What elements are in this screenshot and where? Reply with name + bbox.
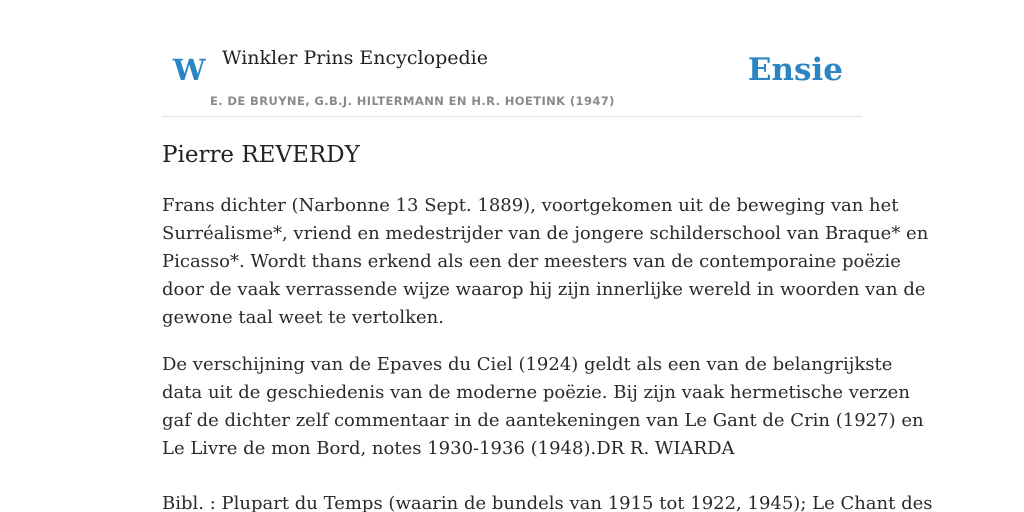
source-title[interactable]: Winkler Prins Encyclopedie bbox=[222, 47, 488, 69]
paragraph-line: data uit de geschiedenis van de moderne poëzie. Bij zijn vaak hermetische verzen bbox=[162, 382, 910, 403]
paragraph-line: door de vaak verrassende wijze waarop hij zijn innerlijke wereld in woorden van de bbox=[162, 279, 926, 300]
source-header bbox=[162, 0, 862, 117]
ensie-logo[interactable]: Ensie bbox=[747, 52, 843, 88]
encyclopedia-logo-icon[interactable]: W bbox=[173, 53, 206, 87]
article-bibliography bbox=[162, 490, 933, 512]
article-title: Pierre REVERDY bbox=[162, 142, 360, 168]
paragraph-line: Le Livre de mon Bord, notes 1930-1936 (1948).DR R. WIARDA bbox=[162, 438, 735, 459]
paragraph-line: Bibl. : Plupart du Temps (waarin de bundels van 1915 tot 1922, 1945); Le Chant des bbox=[162, 493, 933, 512]
paragraph-line: Frans dichter (Narbonne 13 Sept. 1889), voortgekomen uit de beweging van het bbox=[162, 195, 899, 216]
article-paragraph-1 bbox=[162, 192, 928, 332]
paragraph-line: De verschijning van de Epaves du Ciel (1924) geldt als een van de belangrijkste bbox=[162, 354, 893, 375]
paragraph-line: Surréalisme*, vriend en medestrijder van de jongere schilderschool van Braque* en bbox=[162, 223, 929, 244]
paragraph-line: gewone taal weet te vertolken. bbox=[162, 307, 444, 328]
article bbox=[162, 136, 933, 512]
article-paragraph-2 bbox=[162, 351, 924, 463]
paragraph-line: Picasso*. Wordt thans erkend als een der meesters van de contemporaine poëzie bbox=[162, 251, 901, 272]
paragraph-line: gaf de dichter zelf commentaar in de aantekeningen van Le Gant de Crin (1927) en bbox=[162, 410, 924, 431]
source-authors: E. DE BRUYNE, G.B.J. HILTERMANN EN H.R. HOETINK (1947) bbox=[210, 94, 615, 108]
